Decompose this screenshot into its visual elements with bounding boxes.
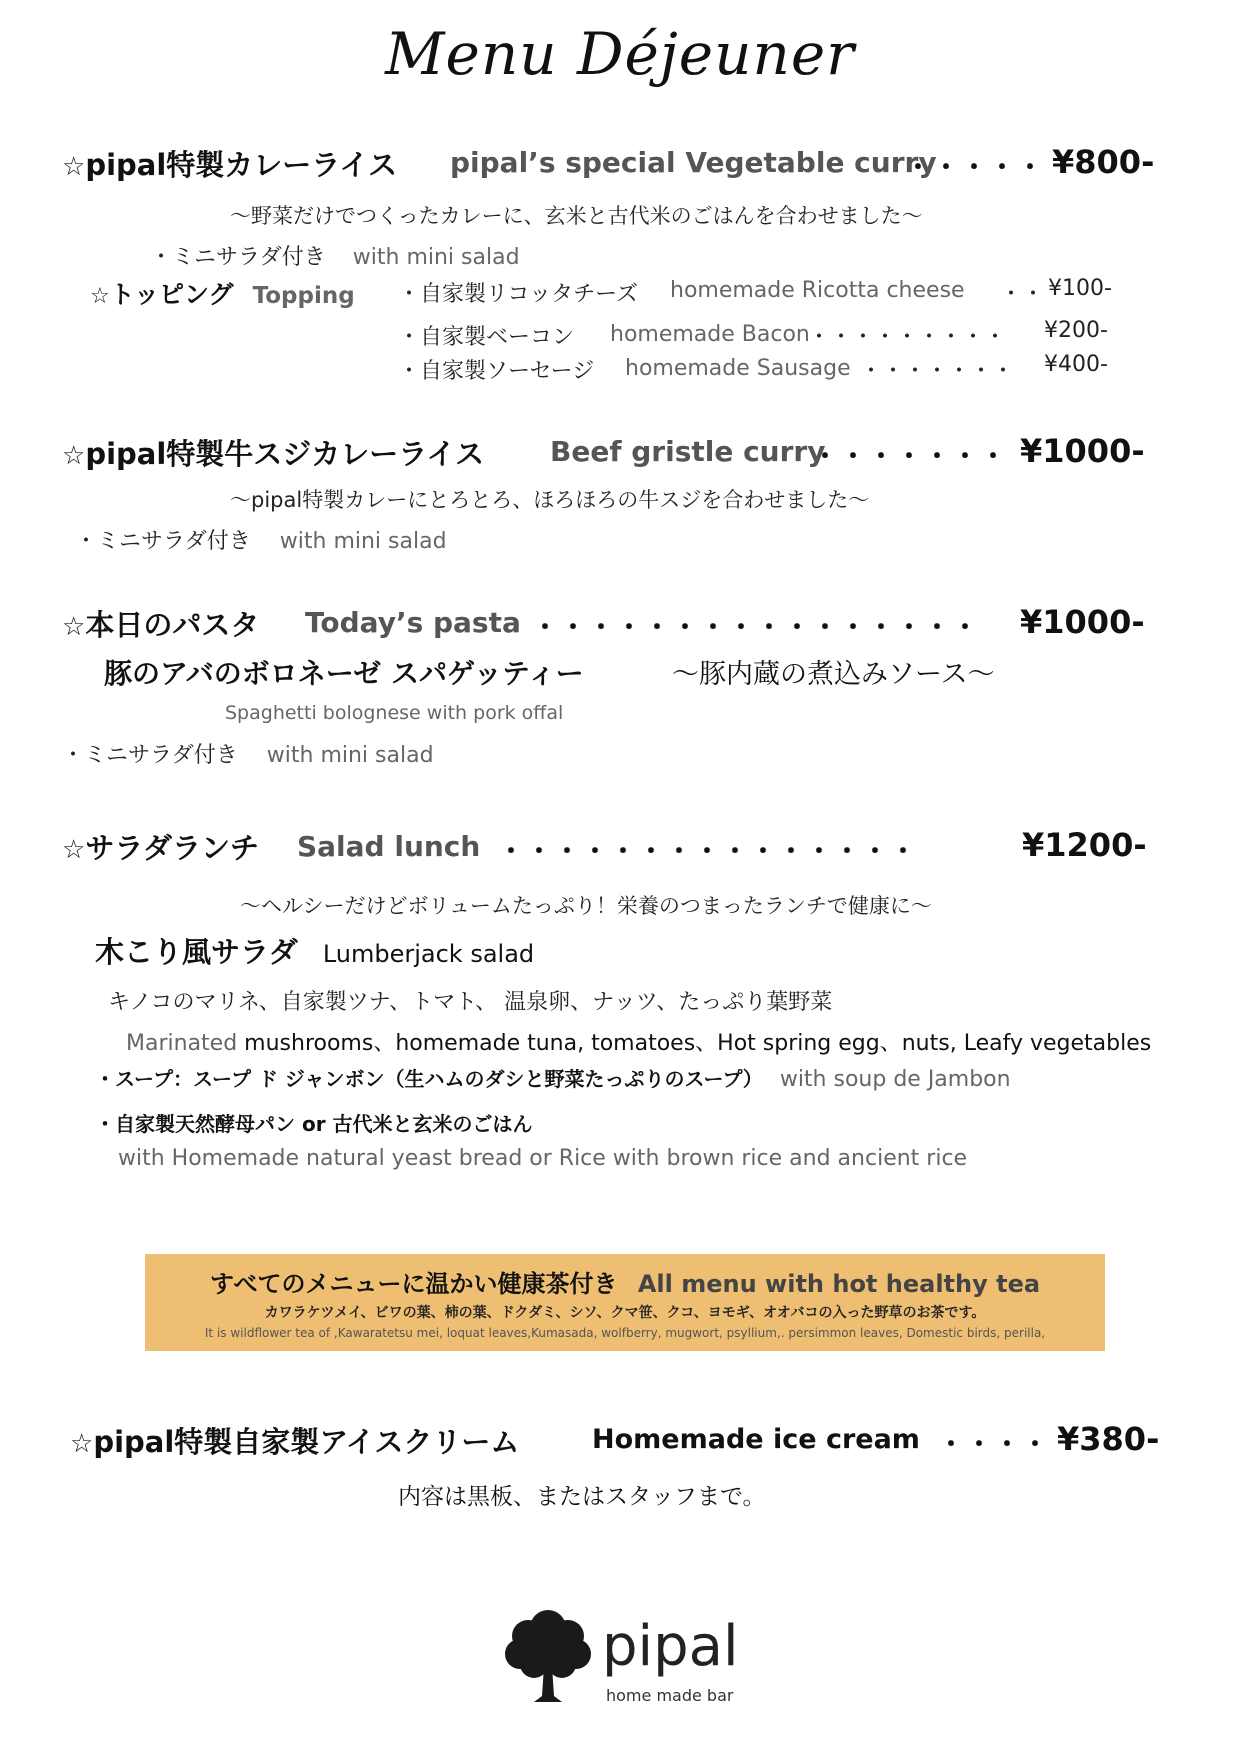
item-icecream-name-jp: pipal特製自家製アイスクリーム — [93, 1425, 520, 1459]
item-beef-dots: ・・・・・・・ — [812, 442, 1009, 472]
item-beef-salad-en: with mini salad — [279, 529, 447, 554]
item-salad-dish-en: Lumberjack salad — [322, 940, 535, 968]
item-salad-price: ¥1200- — [1022, 826, 1147, 864]
topping-row — [398, 277, 638, 308]
topping-jp-label: ・自家製ソーセージ — [398, 359, 595, 384]
item-salad-heading — [62, 826, 259, 867]
item-pasta-dish-sub: 〜豚内蔵の煮込みソース〜 — [672, 659, 995, 690]
item-beef-salad-jp: ・ミニサラダ付き — [75, 529, 251, 554]
item-curry-heading — [62, 143, 397, 184]
tea-banner — [145, 1254, 1105, 1351]
item-icecream-desc: 内容は黒板、またはスタッフまで。 — [398, 1484, 766, 1510]
item-beef-name-jp: pipal特製牛スジカレーライス — [85, 437, 485, 471]
item-beef-name-en: Beef gristle curry — [550, 435, 826, 468]
topping-jp-label: ・自家製リコッタチーズ — [398, 282, 639, 307]
star-icon: ☆ — [62, 612, 86, 642]
pipal-logo — [500, 1606, 760, 1706]
star-icon: ☆ — [62, 441, 86, 471]
item-curry-name-en: pipal’s special Vegetable curry — [450, 146, 937, 179]
topping-en-label: homemade Bacon — [610, 322, 810, 347]
item-salad-dots: ・・・・・・・・・・・・・・・ — [498, 837, 919, 867]
topping-dots: ・・ — [1000, 282, 1045, 307]
topping-jp-label: ・自家製ベーコン — [398, 325, 575, 350]
item-pasta-salad-jp: ・ミニサラダ付き — [62, 743, 238, 768]
topping-dots: ・・・・・・・ — [860, 359, 1015, 384]
item-salad-name-jp: サラダランチ — [85, 831, 260, 865]
item-pasta-salad-en: with mini salad — [266, 743, 434, 768]
page-title: Menu Déjeuner — [385, 20, 855, 88]
topping-en-label: homemade Ricotta cheese — [670, 278, 965, 303]
item-curry-salad — [150, 240, 520, 271]
topping-price: ¥100- — [1048, 276, 1112, 301]
item-pasta-dots: ・・・・・・・・・・・・・・・・ — [532, 613, 981, 643]
star-icon: ☆ — [62, 835, 86, 865]
item-salad-ingredients-en-main: mushrooms、homemade tuna, tomatoes、Hot spring egg、nuts, Leafy vegetables — [244, 1031, 1152, 1056]
item-pasta-heading — [62, 603, 259, 644]
item-curry-desc: 〜野菜だけでつくったカレーに、玄米と古代米のごはんを合わせました〜 — [230, 204, 923, 228]
item-salad-ingredients-jp: キノコのマリネ、自家製ツナ、トマト、 温泉卵、ナッツ、たっぷり葉野菜 — [108, 990, 833, 1015]
star-icon: ☆ — [90, 284, 110, 309]
item-salad-soup-jp: ・スープ：スープ ド ジャンボン（生ハムのダシと野菜たっぷりのスープ） — [95, 1067, 763, 1091]
item-pasta-dish-en: Spaghetti bolognese with pork offal — [225, 702, 564, 724]
item-curry-salad-jp: ・ミニサラダ付き — [150, 245, 326, 270]
star-icon: ☆ — [62, 152, 86, 182]
item-salad-soup — [95, 1063, 1011, 1092]
item-salad-bread-en: with Homemade natural yeast bread or Rice with brown rice and ancient rice — [118, 1146, 968, 1171]
topping-price: ¥400- — [1044, 352, 1108, 377]
item-salad-name-en: Salad lunch — [297, 830, 481, 863]
item-icecream-price: ¥380- — [1057, 1420, 1160, 1458]
tea-desc-jp: カワラケツメイ、ビワの葉、柿の葉、ドクダミ、シソ、クマ笹、クコ、ヨモギ、オオバコの入った野草のお茶です。 — [264, 1305, 986, 1321]
item-pasta-dish-jp: 豚のアバのボロネーゼ スパゲッティー — [104, 657, 584, 690]
item-icecream-name-en: Homemade ice cream — [592, 1424, 920, 1455]
item-salad-desc: 〜ヘルシーだけどボリュームたっぷり！栄養のつまったランチで健康に〜 — [240, 894, 932, 918]
item-beef-price: ¥1000- — [1020, 432, 1145, 470]
item-salad-ingredients-en-grey: Marinated — [126, 1031, 238, 1056]
logo-subtitle: home made bar — [606, 1686, 734, 1705]
tea-desc-en: It is wildflower tea of ,Kawaratetsu mei, loquat leaves,Kumasada, wolfberry, mugwort, psyllium,. persimmon leaves, Domestic birds, perilla, — [204, 1326, 1046, 1340]
item-beef-salad — [75, 524, 447, 555]
tree-icon — [500, 1606, 596, 1706]
topping-jp: トッピング — [109, 280, 234, 309]
topping-price: ¥200- — [1044, 318, 1108, 343]
item-icecream-dots: ・・・・ — [938, 1430, 1051, 1460]
item-beef-desc: 〜pipal特製カレーにとろとろ、ほろほろの牛スジを合わせました〜 — [230, 488, 870, 512]
item-salad-dish — [95, 930, 534, 971]
topping-row — [398, 354, 594, 385]
star-icon: ☆ — [70, 1429, 94, 1459]
topping-heading — [90, 275, 355, 311]
item-beef-heading — [62, 432, 484, 473]
topping-dots: ・・・・・・・・・ — [808, 325, 1007, 350]
item-pasta-name-jp: 本日のパスタ — [85, 608, 260, 642]
item-pasta-salad — [62, 738, 434, 769]
tea-title-en: All menu with hot healthy tea — [637, 1270, 1041, 1298]
item-pasta-price: ¥1000- — [1020, 603, 1145, 641]
item-salad-dish-jp: 木こり風サラダ — [95, 935, 298, 969]
item-curry-salad-en: with mini salad — [352, 245, 520, 270]
tea-title — [145, 1264, 1105, 1299]
item-pasta-name-en: Today’s pasta — [305, 606, 521, 639]
item-salad-soup-en: with soup de Jambon — [779, 1067, 1011, 1092]
item-salad-ingredients-en — [126, 1026, 1151, 1057]
item-salad-bread-jp: ・自家製天然酵母パン or 古代米と玄米のごはん — [95, 1112, 533, 1136]
item-icecream-heading — [70, 1420, 519, 1461]
item-curry-price: ¥800- — [1052, 143, 1155, 181]
topping-row — [398, 320, 574, 351]
tea-title-jp: すべてのメニューに温かい健康茶付き — [209, 1270, 618, 1298]
logo-name: pipal — [602, 1614, 739, 1679]
item-curry-name-jp: pipal特製カレーライス — [85, 148, 398, 182]
topping-en: Topping — [252, 283, 355, 309]
item-curry-dots: ・・・・・ — [905, 153, 1046, 183]
topping-en-label: homemade Sausage — [625, 356, 851, 381]
